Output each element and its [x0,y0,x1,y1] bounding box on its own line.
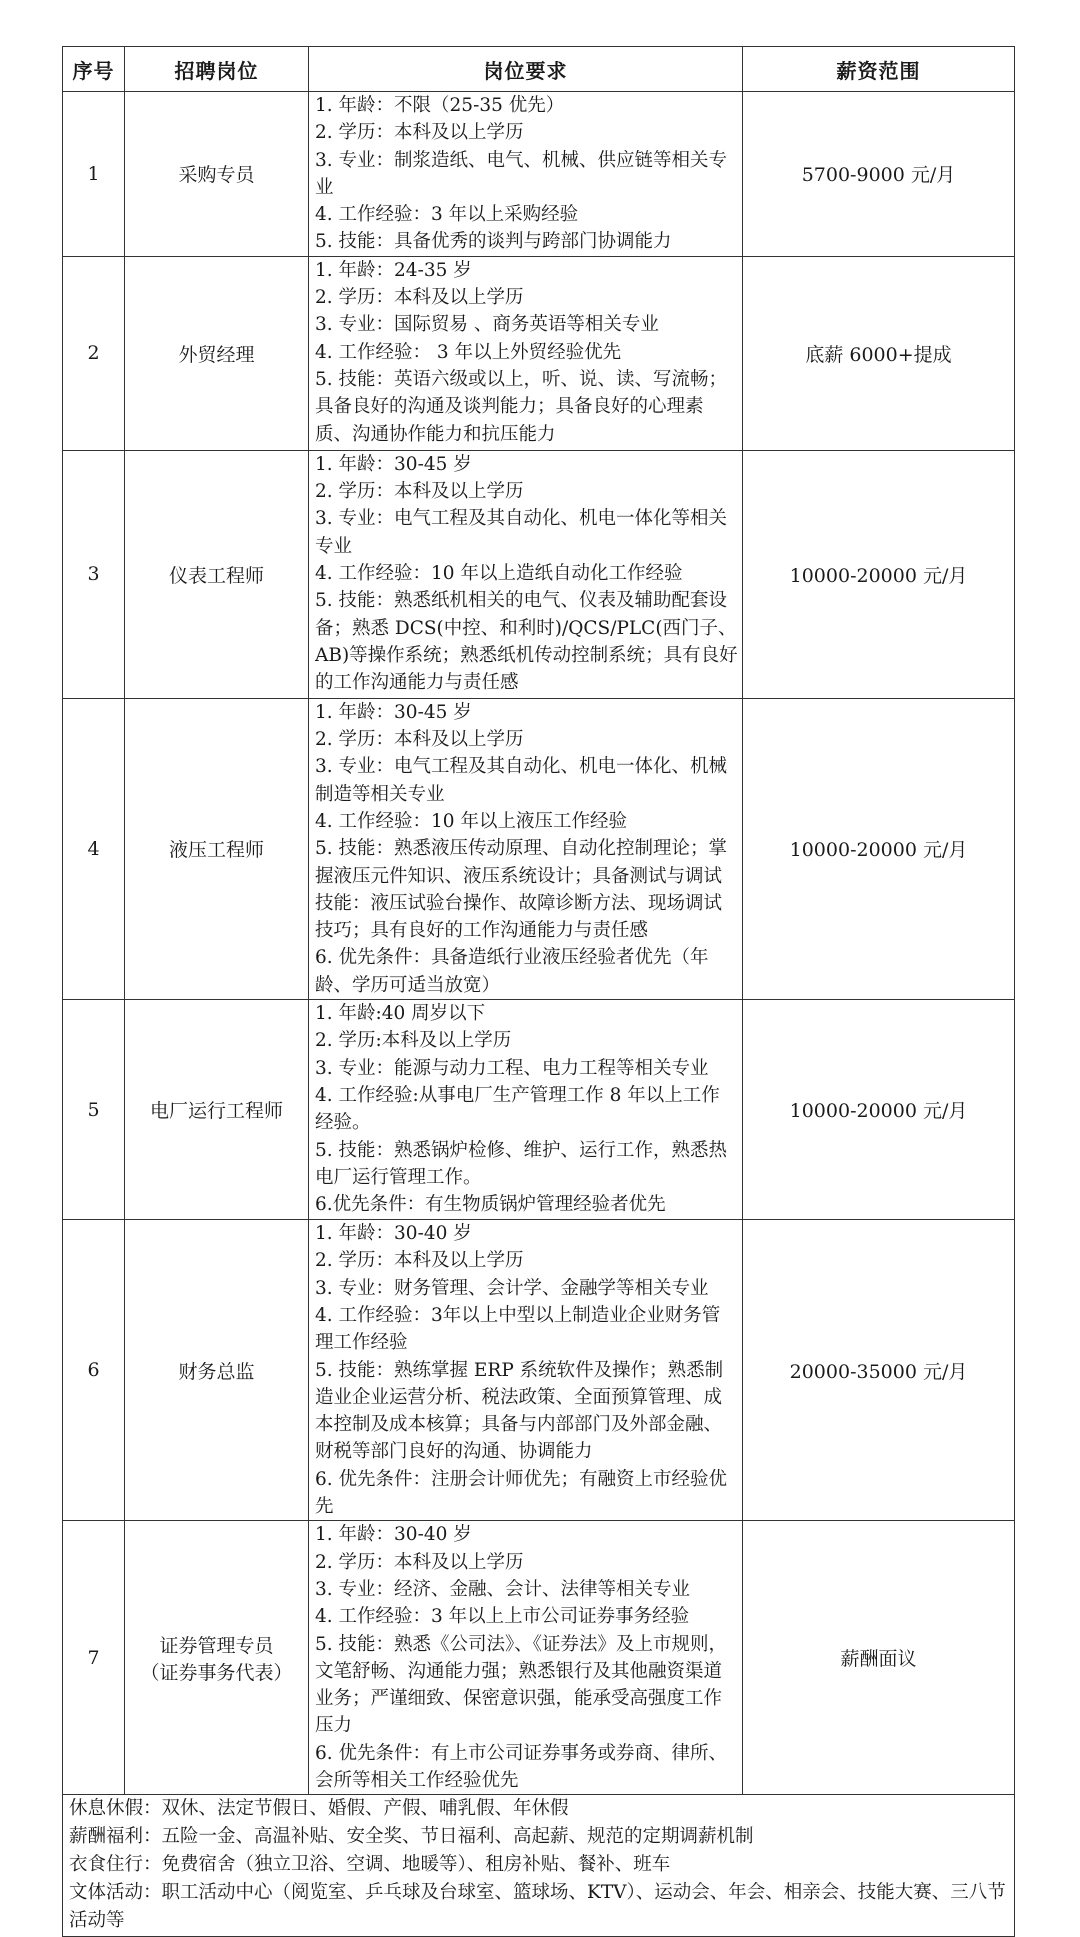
row-salary: 薪酬面议 [743,1521,1015,1795]
row-no: 2 [63,256,125,450]
header-no: 序号 [63,47,125,92]
header-position: 招聘岗位 [125,47,309,92]
row-salary: 5700-9000 元/月 [743,92,1015,257]
requirement-line: 5. 技能：熟悉纸机相关的电气、仪表及辅助配套设备；熟悉 DCS(中控、和利时)/QCS/PLC(西门子、AB)等操作系统；熟悉纸机传动控制系统；具有良好的工作沟通能力与责任感 [315,590,738,694]
requirement-line: 2. 学历：本科及以上学历 [315,287,524,309]
requirement-line: 3. 专业：经济、金融、会计、法律等相关专业 [315,1578,691,1600]
row-requirements [309,256,743,450]
row-requirements [309,1000,743,1220]
requirement-line: 4. 工作经验： 3 年以上外贸经验优先 [315,341,622,363]
benefits-notes [63,1795,1015,1937]
requirement-line: 4. 工作经验：10 年以上造纸自动化工作经验 [315,562,683,584]
requirement-line: 1. 年龄：30-45 岁 [315,453,472,475]
row-no: 4 [63,698,125,999]
requirement-line: 3. 专业：电气工程及其自动化、机电一体化、机械制造等相关专业 [315,756,728,805]
requirement-line: 2. 学历：本科及以上学历 [315,1551,524,1573]
requirement-line: 6. 优先条件：有上市公司证券事务或券商、律所、会所等相关工作经验优先 [315,1742,728,1791]
requirement-line: 5. 技能：熟悉锅炉检修、维护、运行工作，熟悉热电厂运行管理工作。 [315,1139,728,1188]
requirement-line: 5. 技能：熟悉液压传动原理、自动化控制理论；掌握液压元件知识、液压系统设计；具备测试与调试技能：液压试验台操作、故障诊断方法、现场调试技巧；具有良好的工作沟通能力与责任感 [315,838,728,942]
requirement-line: 4. 工作经验：3 年以上采购经验 [315,204,579,226]
row-salary: 20000-35000 元/月 [743,1220,1015,1521]
requirement-line: 1. 年龄：24-35 岁 [315,259,472,281]
table-row [63,92,1015,257]
requirement-line: 3. 专业：制浆造纸、电气、机械、供应链等相关专业 [315,149,728,198]
requirement-line: 2. 学历：本科及以上学历 [315,729,524,751]
row-position: 电厂运行工程师 [125,1000,309,1220]
benefit-line: 文体活动：职工活动中心（阅览室、乒乓球及台球室、篮球场、KTV）、运动会、年会、相亲会、技能大赛、三八节活动等 [69,1882,1006,1932]
requirement-line: 6.优先条件：有生物质锅炉管理经验者优先 [315,1194,666,1216]
recruitment-table [62,46,1015,1937]
requirement-line: 6. 优先条件：注册会计师优先；有融资上市经验优先 [315,1468,728,1518]
row-position: 仪表工程师 [125,450,309,698]
requirement-line: 5. 技能：具备优秀的谈判与跨部门协调能力 [315,231,672,253]
requirement-line: 3. 专业：财务管理、会计学、金融学等相关专业 [315,1277,709,1299]
requirement-line: 3. 专业：国际贸易 、商务英语等相关专业 [315,314,659,336]
header-row [63,47,1015,92]
benefit-line: 薪酬福利：五险一金、高温补贴、安全奖、节日福利、高起薪、规范的定期调薪机制 [69,1826,754,1848]
requirement-line: 2. 学历：本科及以上学历 [315,481,524,503]
requirement-line: 5. 技能：熟练掌握 ERP 系统软件及操作；熟悉制造业企业运营分析、税法政策、全面预算管理、成本控制及成本核算；具备与内部部门及外部金融、财税等部门良好的沟通、协调能力 [315,1359,724,1463]
table-row [63,1521,1015,1795]
table-row [63,450,1015,698]
row-salary: 10000-20000 元/月 [743,450,1015,698]
row-requirements [309,450,743,698]
table-row [63,698,1015,999]
row-no: 7 [63,1521,125,1795]
row-requirements [309,92,743,257]
footer-row [63,1795,1015,1937]
requirement-line: 1. 年龄：30-45 岁 [315,701,472,723]
table-row [63,1000,1015,1220]
requirement-line: 6. 优先条件：具备造纸行业液压经验者优先（年龄、学历可适当放宽） [315,947,709,996]
requirement-line: 4. 工作经验：10 年以上液压工作经验 [315,810,627,832]
row-requirements [309,1521,743,1795]
row-no: 1 [63,92,125,257]
header-requirements: 岗位要求 [309,47,743,92]
requirement-line: 1. 年龄:40 周岁以下 [315,1003,486,1025]
row-position-subtitle: （证券事务代表） [140,1661,293,1684]
row-salary: 10000-20000 元/月 [743,1000,1015,1220]
benefit-line: 休息休假：双休、法定节假日、婚假、产假、哺乳假、年休假 [69,1798,569,1820]
requirement-line: 5. 技能：熟悉《公司法》、《证券法》及上市规则，文笔舒畅、沟通能力强；熟悉银行及其他融资渠道业务；严谨细致、保密意识强，能承受高强度工作压力 [315,1633,728,1737]
benefit-line: 衣食住行：免费宿舍（独立卫浴、空调、地暖等）、租房补贴、餐补、班车 [69,1854,671,1876]
requirement-line: 5. 技能：英语六级或以上，听、说、读、写流畅；具备良好的沟通及谈判能力；具备良好的心理素质、沟通协作能力和抗压能力 [315,368,728,445]
row-requirements [309,698,743,999]
requirement-line: 2. 学历：本科及以上学历 [315,122,524,144]
requirement-line: 1. 年龄：不限（25-35 优先） [315,95,565,116]
recruitment-sheet [62,46,1014,1937]
row-salary: 底薪 6000+提成 [743,256,1015,450]
row-position-cell [125,1521,309,1795]
requirement-line: 2. 学历：本科及以上学历 [315,1250,524,1272]
row-no: 6 [63,1220,125,1521]
requirement-line: 1. 年龄：30-40 岁 [315,1524,472,1546]
row-position: 财务总监 [125,1220,309,1521]
row-no: 3 [63,450,125,698]
requirement-line: 1. 年龄：30-40 岁 [315,1223,472,1245]
row-requirements [309,1220,743,1521]
row-position: 采购专员 [125,92,309,257]
row-position: 证券管理专员 [159,1634,274,1657]
row-position: 液压工程师 [125,698,309,999]
header-salary: 薪资范围 [743,47,1015,92]
requirement-line: 4. 工作经验：3年以上中型以上制造业企业财务管理工作经验 [315,1304,721,1354]
row-no: 5 [63,1000,125,1220]
requirement-line: 3. 专业：电气工程及其自动化、机电一体化等相关专业 [315,508,728,557]
table-row [63,256,1015,450]
row-salary: 10000-20000 元/月 [743,698,1015,999]
requirement-line: 3. 专业：能源与动力工程、电力工程等相关专业 [315,1057,709,1079]
table-row [63,1220,1015,1521]
row-position: 外贸经理 [125,256,309,450]
requirement-line: 2. 学历:本科及以上学历 [315,1030,512,1052]
requirement-line: 4. 工作经验：3 年以上上市公司证券事务经验 [315,1606,690,1628]
requirement-line: 4. 工作经验:从事电厂生产管理工作 8 年以上工作经验。 [315,1084,720,1134]
